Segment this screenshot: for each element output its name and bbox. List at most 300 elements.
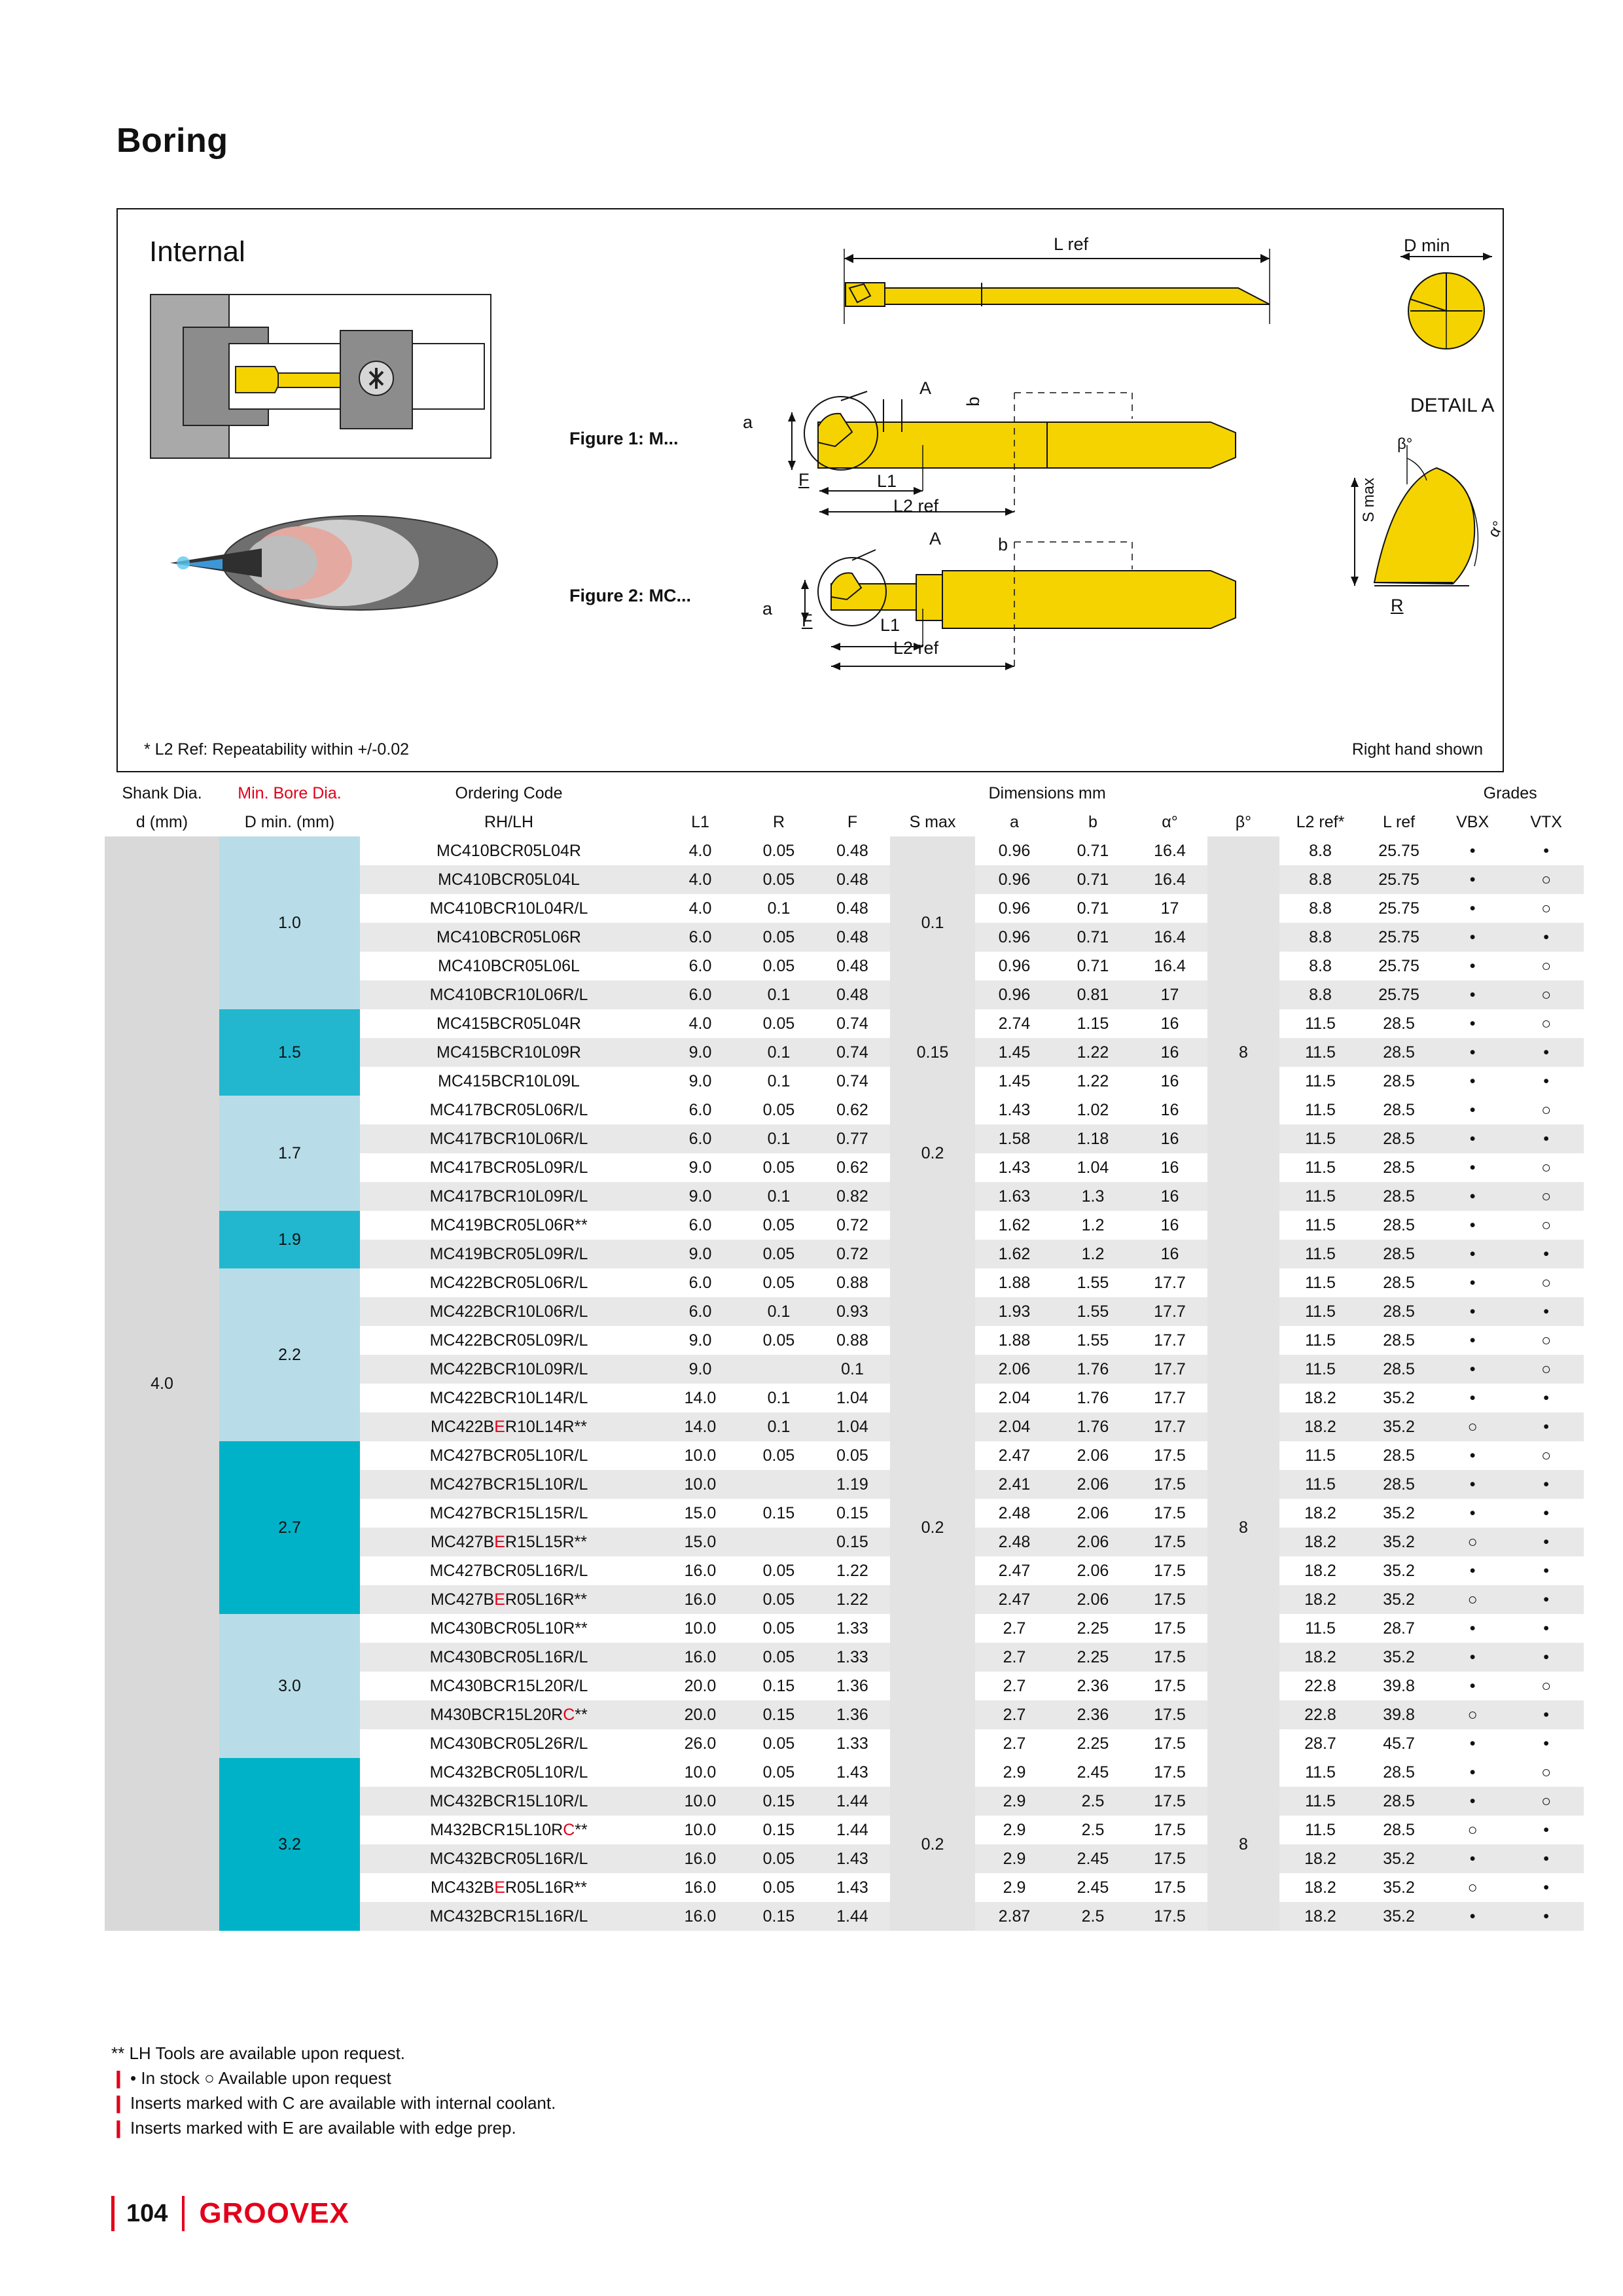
lref-cell: 35.2	[1361, 1556, 1436, 1585]
grade-vbx-cell: •	[1436, 1902, 1508, 1931]
smax-cell: 0.2	[890, 1096, 975, 1211]
table-body	[105, 836, 1584, 1931]
grade-vtx-cell: ○	[1508, 865, 1584, 894]
b-cell: 2.36	[1054, 1700, 1132, 1729]
a-cell: 1.58	[975, 1124, 1054, 1153]
grade-vbx-cell: •	[1436, 952, 1508, 980]
header-rh-lh: RH/LH	[484, 813, 533, 831]
l2ref-cell: 28.7	[1279, 1729, 1361, 1758]
l1-cell: 9.0	[658, 1038, 743, 1067]
a-cell: 1.45	[975, 1067, 1054, 1096]
alpha-cell: 16	[1132, 1096, 1207, 1124]
lref-cell: 28.5	[1361, 1124, 1436, 1153]
brand-logo: GROOVEX	[199, 2197, 349, 2229]
callout-fig2-l1: L1	[880, 615, 901, 635]
a-cell: 1.88	[975, 1268, 1054, 1297]
a-cell: 2.9	[975, 1816, 1054, 1844]
grade-vtx-cell: ○	[1508, 1355, 1584, 1384]
f-cell: 1.44	[815, 1902, 890, 1931]
f-cell: 0.72	[815, 1240, 890, 1268]
footnote-1: • In stock ○ Available upon request	[130, 2068, 391, 2088]
lref-cell: 35.2	[1361, 1643, 1436, 1672]
l1-cell: 16.0	[658, 1556, 743, 1585]
r-cell: 0.05	[743, 1009, 815, 1038]
grade-vtx-cell: •	[1508, 836, 1584, 865]
alpha-cell: 17.5	[1132, 1729, 1207, 1758]
footer-rule-mid	[182, 2196, 185, 2231]
footer-rule-left	[111, 2196, 115, 2231]
alpha-cell: 17.5	[1132, 1614, 1207, 1643]
alpha-cell: 17.5	[1132, 1585, 1207, 1614]
callout-beta: β°	[1397, 435, 1413, 453]
grade-vbx-cell: •	[1436, 894, 1508, 923]
callout-fig2-f: F	[802, 611, 813, 630]
lref-cell: 28.5	[1361, 1326, 1436, 1355]
l2ref-cell: 18.2	[1279, 1643, 1361, 1672]
f-cell: 0.93	[815, 1297, 890, 1326]
grade-vtx-cell: •	[1508, 1412, 1584, 1441]
smax-cell: 0.1	[890, 836, 975, 1009]
f-cell: 1.33	[815, 1729, 890, 1758]
grade-vtx-cell: ○	[1508, 1182, 1584, 1211]
l1-cell: 9.0	[658, 1182, 743, 1211]
alpha-cell: 16.4	[1132, 952, 1207, 980]
l2ref-cell: 8.8	[1279, 923, 1361, 952]
f-cell: 1.44	[815, 1816, 890, 1844]
a-cell: 2.47	[975, 1556, 1054, 1585]
l1-cell: 6.0	[658, 923, 743, 952]
l1-cell: 15.0	[658, 1499, 743, 1528]
grade-vbx-cell: •	[1436, 1268, 1508, 1297]
b-cell: 1.15	[1054, 1009, 1132, 1038]
grade-vbx-cell: ○	[1436, 1700, 1508, 1729]
l1-cell: 9.0	[658, 1240, 743, 1268]
specs-table-wrap	[105, 779, 1562, 1931]
grade-vbx-cell: •	[1436, 1240, 1508, 1268]
smax-cell: 0.2	[890, 1758, 975, 1931]
a-cell: 2.7	[975, 1672, 1054, 1700]
lref-cell: 25.75	[1361, 923, 1436, 952]
ordering-code-cell: MC427BCR15L15R/L	[360, 1499, 658, 1528]
f-cell: 0.74	[815, 1067, 890, 1096]
l2ref-cell: 8.8	[1279, 836, 1361, 865]
header-alpha: α°	[1162, 813, 1178, 831]
alpha-cell: 16	[1132, 1240, 1207, 1268]
grade-vtx-cell: ○	[1508, 894, 1584, 923]
b-cell: 2.25	[1054, 1643, 1132, 1672]
a-cell: 1.45	[975, 1038, 1054, 1067]
grade-vtx-cell: •	[1508, 1240, 1584, 1268]
alpha-cell: 17.7	[1132, 1355, 1207, 1384]
lref-cell: 28.5	[1361, 1182, 1436, 1211]
grade-vtx-cell: ○	[1508, 1787, 1584, 1816]
r-cell	[743, 1470, 815, 1499]
l1-cell: 16.0	[658, 1844, 743, 1873]
b-cell: 2.45	[1054, 1844, 1132, 1873]
f-cell: 0.74	[815, 1038, 890, 1067]
table-row[interactable]	[105, 1009, 1584, 1038]
l1-cell: 10.0	[658, 1470, 743, 1499]
table-row[interactable]	[105, 1096, 1584, 1124]
l2ref-cell: 18.2	[1279, 1412, 1361, 1441]
figure-panel	[116, 208, 1508, 772]
smax-cell	[890, 1614, 975, 1758]
callout-smax: S max	[1360, 477, 1378, 523]
b-cell: 1.76	[1054, 1355, 1132, 1384]
alpha-cell: 16.4	[1132, 923, 1207, 952]
l2ref-cell: 22.8	[1279, 1700, 1361, 1729]
min-bore-dia-cell: 1.9	[219, 1211, 360, 1268]
header-beta: β°	[1235, 813, 1252, 831]
l1-cell: 20.0	[658, 1672, 743, 1700]
callout-fig1-l2ref: L2 ref	[893, 496, 939, 516]
l1-cell: 14.0	[658, 1384, 743, 1412]
l1-cell: 14.0	[658, 1412, 743, 1441]
grade-vbx-cell: •	[1436, 1297, 1508, 1326]
b-cell: 2.25	[1054, 1729, 1132, 1758]
min-bore-dia-cell: 2.2	[219, 1268, 360, 1441]
alpha-cell: 16	[1132, 1009, 1207, 1038]
b-cell: 2.06	[1054, 1528, 1132, 1556]
a-cell: 1.43	[975, 1096, 1054, 1124]
r-cell: 0.05	[743, 865, 815, 894]
lref-cell: 35.2	[1361, 1585, 1436, 1614]
l2ref-cell: 8.8	[1279, 980, 1361, 1009]
alpha-cell: 17.7	[1132, 1384, 1207, 1412]
r-cell: 0.1	[743, 1038, 815, 1067]
min-bore-dia-cell: 1.0	[219, 836, 360, 1009]
grade-vtx-cell: •	[1508, 923, 1584, 952]
a-cell: 2.9	[975, 1844, 1054, 1873]
b-cell: 0.71	[1054, 836, 1132, 865]
min-bore-dia-cell: 3.0	[219, 1614, 360, 1758]
lref-cell: 28.5	[1361, 1067, 1436, 1096]
smax-cell	[890, 1211, 975, 1268]
grade-vbx-cell: ○	[1436, 1412, 1508, 1441]
a-cell: 2.87	[975, 1902, 1054, 1931]
page-number: 104	[126, 2199, 168, 2227]
f-cell: 0.48	[815, 980, 890, 1009]
l2ref-cell: 11.5	[1279, 1067, 1361, 1096]
alpha-cell: 17.5	[1132, 1758, 1207, 1787]
a-cell: 2.7	[975, 1729, 1054, 1758]
grade-vtx-cell: ○	[1508, 1758, 1584, 1787]
grade-vtx-cell: •	[1508, 1643, 1584, 1672]
l2ref-cell: 11.5	[1279, 1240, 1361, 1268]
lref-cell: 25.75	[1361, 980, 1436, 1009]
dmin-end-view	[1381, 242, 1512, 373]
l1-cell: 6.0	[658, 980, 743, 1009]
b-cell: 2.06	[1054, 1441, 1132, 1470]
b-cell: 0.71	[1054, 923, 1132, 952]
a-cell: 2.41	[975, 1470, 1054, 1499]
alpha-cell: 17.5	[1132, 1787, 1207, 1816]
grade-vbx-cell: •	[1436, 1096, 1508, 1124]
smax-cell: 0.15	[890, 1009, 975, 1096]
r-cell: 0.05	[743, 1211, 815, 1240]
table-row[interactable]	[105, 836, 1584, 865]
beta-cell: 8	[1207, 1009, 1279, 1096]
a-cell: 0.96	[975, 894, 1054, 923]
a-cell: 2.74	[975, 1009, 1054, 1038]
footnote-bar-icon: ❙	[111, 2068, 126, 2088]
ordering-code-cell: MC432BCR05L16R/L	[360, 1844, 658, 1873]
a-cell: 2.48	[975, 1499, 1054, 1528]
grade-vtx-cell: •	[1508, 1700, 1584, 1729]
callout-fig2-l2ref: L2 ref	[893, 638, 939, 658]
grade-vtx-cell: ○	[1508, 1672, 1584, 1700]
ordering-code-cell: MC419BCR05L06R**	[360, 1211, 658, 1240]
lref-cell: 28.5	[1361, 1787, 1436, 1816]
header-dmin-mm: D min. (mm)	[244, 813, 335, 831]
ordering-code-cell: MC422BCR05L09R/L	[360, 1326, 658, 1355]
r-cell: 0.05	[743, 1268, 815, 1297]
l1-cell: 10.0	[658, 1758, 743, 1787]
l2ref-cell: 8.8	[1279, 952, 1361, 980]
grade-vtx-cell: ○	[1508, 1211, 1584, 1240]
grade-vbx-cell: •	[1436, 865, 1508, 894]
footnote-2: Inserts marked with C are available with internal coolant.	[130, 2093, 556, 2113]
f-cell: 1.43	[815, 1873, 890, 1902]
r-cell: 0.1	[743, 894, 815, 923]
l2ref-cell: 11.5	[1279, 1614, 1361, 1643]
a-cell: 2.06	[975, 1355, 1054, 1384]
callout-fig2-a: a	[762, 599, 773, 619]
l2ref-cell: 18.2	[1279, 1902, 1361, 1931]
grade-vbx-cell: ○	[1436, 1528, 1508, 1556]
ordering-code-cell: MC430BCR05L10R**	[360, 1614, 658, 1643]
r-cell: 0.05	[743, 836, 815, 865]
b-cell: 2.06	[1054, 1499, 1132, 1528]
l1-cell: 10.0	[658, 1787, 743, 1816]
detail-a-title: DETAIL A	[1410, 395, 1495, 416]
alpha-cell: 17.5	[1132, 1844, 1207, 1873]
grade-vbx-cell: ○	[1436, 1816, 1508, 1844]
lref-cell: 25.75	[1361, 952, 1436, 980]
lref-cell: 35.2	[1361, 1499, 1436, 1528]
ordering-code-cell: MC432BCR05L10R/L	[360, 1758, 658, 1787]
r-cell: 0.05	[743, 1096, 815, 1124]
r-cell: 0.15	[743, 1499, 815, 1528]
lref-cell: 35.2	[1361, 1528, 1436, 1556]
grade-vbx-cell: •	[1436, 1556, 1508, 1585]
r-cell: 0.05	[743, 1643, 815, 1672]
table-header-sub	[105, 808, 1584, 836]
r-cell: 0.05	[743, 1441, 815, 1470]
a-cell: 0.96	[975, 923, 1054, 952]
l1-cell: 4.0	[658, 836, 743, 865]
l2ref-cell: 11.5	[1279, 1268, 1361, 1297]
l1-cell: 4.0	[658, 894, 743, 923]
l1-cell: 15.0	[658, 1528, 743, 1556]
b-cell: 1.04	[1054, 1153, 1132, 1182]
l2ref-cell: 18.2	[1279, 1499, 1361, 1528]
ordering-code-cell: MC427BCR15L10R/L	[360, 1470, 658, 1499]
grade-vbx-cell: •	[1436, 980, 1508, 1009]
b-cell: 1.3	[1054, 1182, 1132, 1211]
ordering-code-cell: MC410BCR05L06L	[360, 952, 658, 980]
lref-cell: 28.5	[1361, 1009, 1436, 1038]
b-cell: 2.5	[1054, 1816, 1132, 1844]
f-cell: 0.48	[815, 923, 890, 952]
alpha-cell: 17.5	[1132, 1556, 1207, 1585]
alpha-cell: 17.5	[1132, 1441, 1207, 1470]
beta-cell: 8	[1207, 1441, 1279, 1614]
header-vbx: VBX	[1456, 813, 1489, 831]
header-l1: L1	[691, 813, 709, 831]
lref-cell: 39.8	[1361, 1672, 1436, 1700]
callout-fig1-a: a	[743, 412, 753, 432]
beta-cell	[1207, 1211, 1279, 1268]
ordering-code-cell: MC415BCR10L09L	[360, 1067, 658, 1096]
b-cell: 0.71	[1054, 865, 1132, 894]
r-cell: 0.05	[743, 1585, 815, 1614]
l1-cell: 10.0	[658, 1614, 743, 1643]
table-row[interactable]	[105, 1758, 1584, 1787]
grade-vbx-cell: ○	[1436, 1873, 1508, 1902]
l2ref-cell: 8.8	[1279, 894, 1361, 923]
figure-right-hand-note: Right hand shown	[1351, 740, 1483, 759]
l1-cell: 6.0	[658, 1124, 743, 1153]
grade-vtx-cell: •	[1508, 1499, 1584, 1528]
b-cell: 2.45	[1054, 1758, 1132, 1787]
header-r: R	[772, 813, 785, 831]
r-cell: 0.05	[743, 1326, 815, 1355]
l1-cell: 6.0	[658, 1268, 743, 1297]
ordering-code-cell: MC427BER05L16R**	[360, 1585, 658, 1614]
grade-vtx-cell: •	[1508, 1902, 1584, 1931]
header-min-bore-dia: Min. Bore Dia.	[238, 784, 342, 802]
l1-cell: 16.0	[658, 1585, 743, 1614]
grade-vtx-cell: •	[1508, 1528, 1584, 1556]
grade-vbx-cell: •	[1436, 1614, 1508, 1643]
r-cell: 0.1	[743, 980, 815, 1009]
callout-fig1-f: F	[798, 470, 810, 490]
b-cell: 0.71	[1054, 952, 1132, 980]
internal-boring-illustration	[144, 281, 550, 694]
alpha-cell: 16	[1132, 1182, 1207, 1211]
table-row[interactable]	[105, 1614, 1584, 1643]
grade-vtx-cell: •	[1508, 1585, 1584, 1614]
grade-vtx-cell: •	[1508, 1729, 1584, 1758]
f-cell: 0.72	[815, 1211, 890, 1240]
l1-cell: 6.0	[658, 1297, 743, 1326]
grade-vbx-cell: •	[1436, 1211, 1508, 1240]
l1-cell: 26.0	[658, 1729, 743, 1758]
beta-cell: 8	[1207, 1758, 1279, 1931]
a-cell: 2.9	[975, 1873, 1054, 1902]
beta-cell	[1207, 1614, 1279, 1758]
table-row[interactable]	[105, 1441, 1584, 1470]
r-cell: 0.05	[743, 1729, 815, 1758]
grade-vtx-cell: •	[1508, 1297, 1584, 1326]
header-grades: Grades	[1483, 784, 1537, 802]
l2ref-cell: 11.5	[1279, 1153, 1361, 1182]
ordering-code-cell: MC417BCR05L06R/L	[360, 1096, 658, 1124]
lref-cell: 28.5	[1361, 1211, 1436, 1240]
alpha-cell: 17.7	[1132, 1297, 1207, 1326]
a-cell: 0.96	[975, 952, 1054, 980]
r-cell: 0.05	[743, 923, 815, 952]
l1-cell: 10.0	[658, 1441, 743, 1470]
l1-cell: 6.0	[658, 952, 743, 980]
grade-vbx-cell: •	[1436, 1729, 1508, 1758]
b-cell: 1.55	[1054, 1326, 1132, 1355]
grade-vtx-cell: ○	[1508, 980, 1584, 1009]
ordering-code-cell: MC422BER10L14R**	[360, 1412, 658, 1441]
grade-vbx-cell: •	[1436, 1326, 1508, 1355]
grade-vbx-cell: •	[1436, 1672, 1508, 1700]
alpha-cell: 17.5	[1132, 1528, 1207, 1556]
table-row[interactable]	[105, 1268, 1584, 1297]
grade-vtx-cell: •	[1508, 1844, 1584, 1873]
a-cell: 2.7	[975, 1643, 1054, 1672]
header-f: F	[847, 813, 858, 831]
r-cell: 0.15	[743, 1787, 815, 1816]
r-cell: 0.05	[743, 1614, 815, 1643]
a-cell: 0.96	[975, 980, 1054, 1009]
footnote-bar-icon: ❙	[111, 2118, 126, 2138]
a-cell: 1.62	[975, 1240, 1054, 1268]
r-cell: 0.1	[743, 1297, 815, 1326]
ordering-code-cell: MC410BCR10L04R/L	[360, 894, 658, 923]
l1-cell: 4.0	[658, 1009, 743, 1038]
f-cell: 1.22	[815, 1585, 890, 1614]
b-cell: 1.02	[1054, 1096, 1132, 1124]
ordering-code-cell: MC432BER05L16R**	[360, 1873, 658, 1902]
alpha-cell: 17.7	[1132, 1412, 1207, 1441]
grade-vbx-cell: •	[1436, 1153, 1508, 1182]
r-cell	[743, 1528, 815, 1556]
ordering-code-cell: MC410BCR05L04L	[360, 865, 658, 894]
a-cell: 1.43	[975, 1153, 1054, 1182]
grade-vbx-cell: •	[1436, 1355, 1508, 1384]
b-cell: 2.36	[1054, 1672, 1132, 1700]
l2ref-cell: 18.2	[1279, 1384, 1361, 1412]
min-bore-dia-cell: 3.2	[219, 1758, 360, 1931]
figure2-drawing	[726, 537, 1270, 674]
r-cell	[743, 1355, 815, 1384]
a-cell: 0.96	[975, 836, 1054, 865]
lref-cell: 28.5	[1361, 1355, 1436, 1384]
table-row[interactable]	[105, 1211, 1584, 1240]
grade-vbx-cell: •	[1436, 1499, 1508, 1528]
header-vtx: VTX	[1530, 813, 1562, 831]
l2ref-cell: 11.5	[1279, 1470, 1361, 1499]
b-cell: 1.22	[1054, 1038, 1132, 1067]
ordering-code-cell: MC417BCR10L06R/L	[360, 1124, 658, 1153]
specs-table	[105, 779, 1584, 1931]
grade-vtx-cell: •	[1508, 1614, 1584, 1643]
grade-vbx-cell: •	[1436, 1643, 1508, 1672]
l1-cell: 6.0	[658, 1096, 743, 1124]
grade-vtx-cell: ○	[1508, 1326, 1584, 1355]
ordering-code-cell: MC417BCR10L09R/L	[360, 1182, 658, 1211]
callout-R: R	[1391, 596, 1404, 615]
f-cell: 0.48	[815, 952, 890, 980]
ordering-code-cell: MC410BCR05L04R	[360, 836, 658, 865]
r-cell: 0.05	[743, 1873, 815, 1902]
ordering-code-cell: MC419BCR05L09R/L	[360, 1240, 658, 1268]
f-cell: 0.48	[815, 894, 890, 923]
f-cell: 0.15	[815, 1499, 890, 1528]
b-cell: 1.2	[1054, 1240, 1132, 1268]
r-cell: 0.05	[743, 1240, 815, 1268]
l2ref-cell: 11.5	[1279, 1038, 1361, 1067]
tool-top-view	[825, 236, 1335, 373]
f-cell: 1.22	[815, 1556, 890, 1585]
ordering-code-cell: MC427BCR05L16R/L	[360, 1556, 658, 1585]
